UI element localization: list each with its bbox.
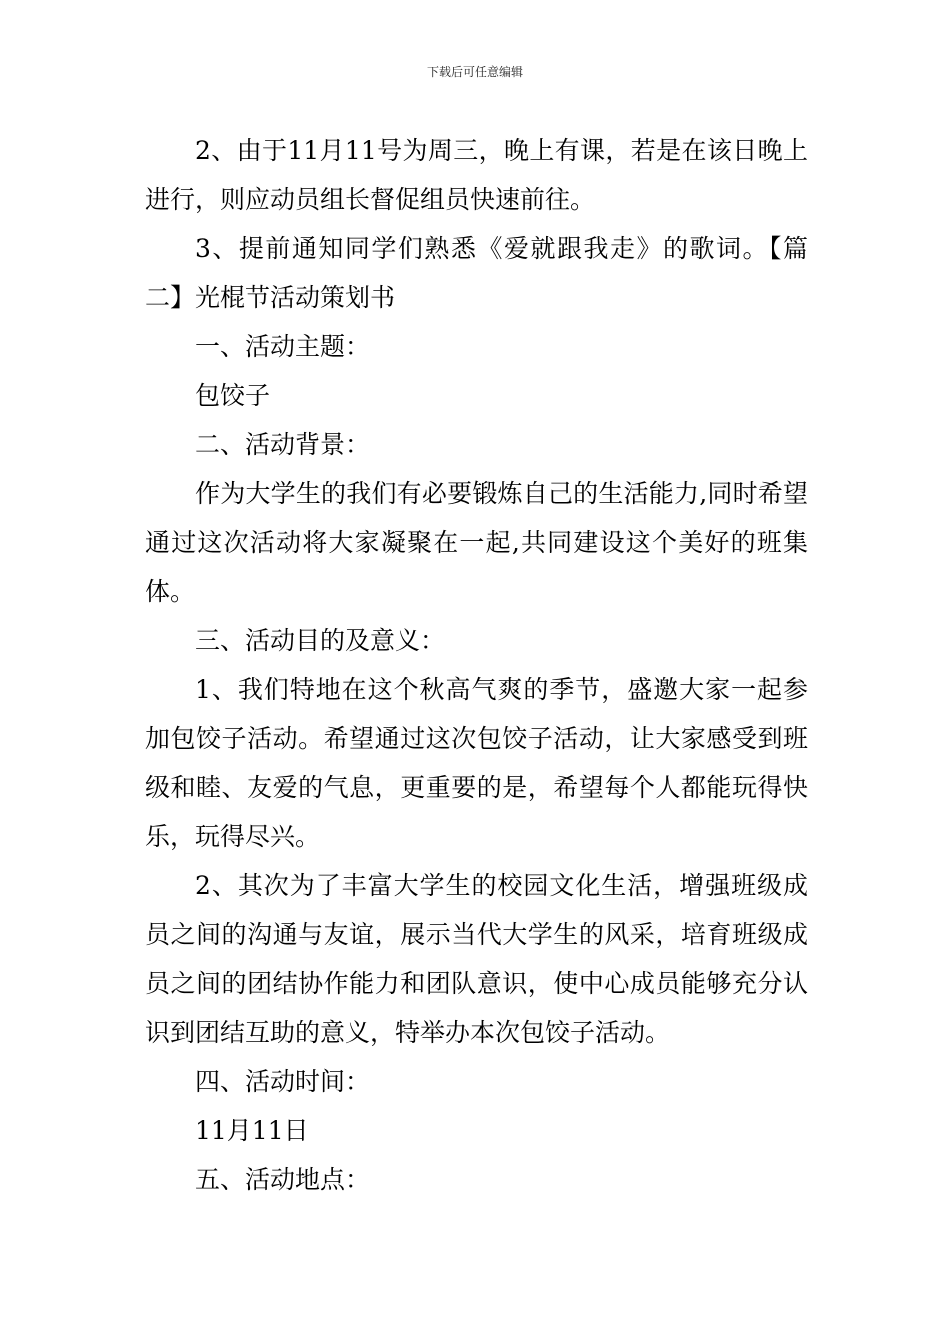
heading-activity-location: 五、活动地点：: [195, 1165, 371, 1194]
paragraph-background: 作为大学生的我们有必要锻炼自己的生活能力,同时希望通过这次活动将大家凝聚在一起,共同建设这个美好的班集体。: [145, 479, 808, 606]
heading-activity-time: 四、活动时间：: [195, 1067, 371, 1096]
paragraph-purpose-2: 2、其次为了丰富大学生的校园文化生活，增强班级成员之间的沟通与友谊，展示当代大学生的风采，培育班级成员之间的团结协作能力和团队意识，使中心成员能够充分认识到团结互助的意义，特举办本次包饺子活动。: [145, 871, 808, 1047]
document-body: [145, 126, 808, 1204]
page-header-note: 下载后可任意编辑: [426, 65, 523, 79]
heading-activity-purpose: 三、活动目的及意义：: [195, 626, 446, 655]
paragraph-time-value: 11月11日: [195, 1116, 309, 1145]
paragraph-purpose-1: 1、我们特地在这个秋高气爽的季节，盛邀大家一起参加包饺子活动。希望通过这次包饺子活动，让大家感受到班级和睦、友爱的气息，更重要的是，希望每个人都能玩得快乐，玩得尽兴。: [145, 675, 808, 851]
paragraph-theme-value: 包饺子: [195, 381, 271, 410]
paragraph-reminder-3: 3、提前通知同学们熟悉《爱就跟我走》的歌词。【篇二】光棍节活动策划书: [145, 234, 808, 312]
heading-activity-background: 二、活动背景：: [195, 430, 371, 459]
paragraph-reminder-2: 2、由于11月11号为周三，晚上有课，若是在该日晚上进行，则应动员组长督促组员快速前往。: [145, 136, 808, 214]
heading-activity-theme: 一、活动主题：: [195, 332, 371, 361]
